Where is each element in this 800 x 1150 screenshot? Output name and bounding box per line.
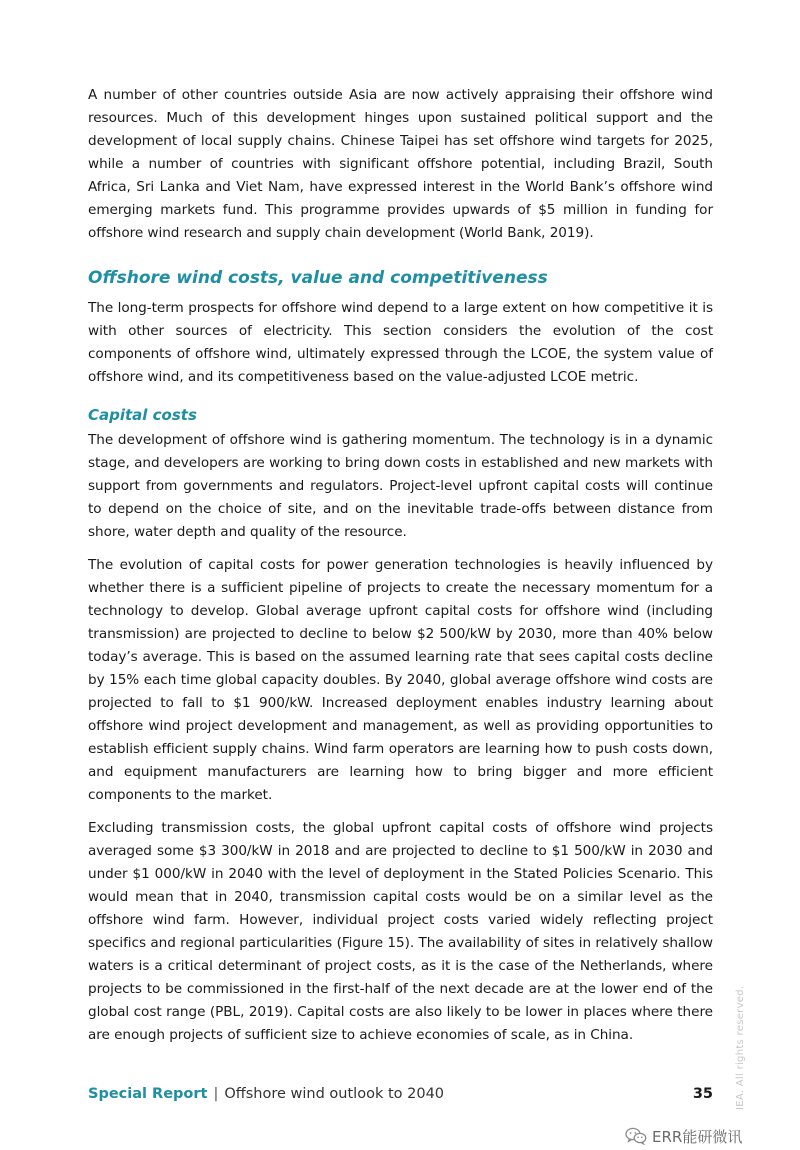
- footer-separator: |: [213, 1086, 219, 1102]
- page-footer: [88, 1083, 713, 1105]
- paragraph-capital-2: The evolution of capital costs for power generation technologies is heavily influenced by whether there is a sufficient pipeline of projects to create the necessary momentum for a technology to develop. Global average upfront capital costs for offshore wind (including transmission) are projected to decline to below $2 500/kW by 2030, more than 40% below today’s average. This is based on the assumed learning rate that sees capital costs decline by 15% each time global capacity doubles. By 2040, global average offshore wind costs are projected to fall to $1 900/kW. Increased deployment enables industry learning about offshore wind project development and management, as well as providing opportunities to establish efficient supply chains. Wind farm operators are learning how to push costs down, and equipment manufacturers are learning how to bring bigger and more efficient components to the market.: [88, 557, 713, 803]
- footer-title: Offshore wind outlook to 2040: [224, 1086, 445, 1102]
- wechat-icon: [625, 1127, 647, 1145]
- paragraph-capital-3: Excluding transmission costs, the global upfront capital costs of offshore wind projects averaged some $3 300/kW in 2018 and are projected to decline to $1 500/kW in 2030 and under $1 000/kW in 2040 with the level of deployment in the Stated Policies Scenario. This would mean that in 2040, transmission capital costs would be on a similar level as the offshore wind farm. However, individual project costs varied widely reflecting project specifics and regional particularities (Figure 15). The availability of sites in relatively shallow waters is a critical determinant of project costs, as it is the case of the Netherlands, where projects to be commissioned in the first-half of the next decade are at the lower end of the global cost range (PBL, 2019). Capital costs are also likely to be lower in places where there are enough projects of sufficient size to achieve economies of scale, as in China.: [88, 820, 713, 1043]
- copyright-note: IEA. All rights reserved.: [735, 985, 746, 1110]
- page-number: 35: [692, 1086, 713, 1102]
- paragraph-capital-1: The development of offshore wind is gathering momentum. The technology is in a dynamic stage, and developers are working to bring down costs in established and new markets with support from governments and regulators. Project-level upfront capital costs will continue to depend on the choice of site, and on the inevitable trade-offs between distance from shore, water depth and quality of the resource.: [88, 432, 713, 540]
- watermark-text: ERR能研微讯: [652, 1127, 743, 1146]
- paragraph-intro: A number of other countries outside Asia are now actively appraising their offshore wind resources. Much of this development hinges upon sustained political support and the development of local supply chains. Chinese Taipei has set offshore wind targets for 2025, while a number of countries with significant offshore potential, including Brazil, South Africa, Sri Lanka and Viet Nam, have expressed interest in the World Bank’s offshore wind emerging markets fund. This programme provides upwards of $5 million in funding for offshore wind research and supply chain development (World Bank, 2019).: [88, 87, 713, 241]
- watermark: [625, 1124, 742, 1148]
- paragraph-section-intro: The long-term prospects for offshore wind depend to a large extent on how competitive it is with other sources of electricity. This section considers the evolution of the cost components of offshore wind, ultimately expressed through the LCOE, the system value of offshore wind, and its competitiveness based on the value-adjusted LCOE metric.: [88, 300, 713, 385]
- footer-brand: Special Report: [88, 1086, 208, 1102]
- section-heading: Offshore wind costs, value and competitiveness: [88, 268, 548, 288]
- subsection-heading: Capital costs: [88, 406, 197, 424]
- page-body: [88, 84, 713, 1047]
